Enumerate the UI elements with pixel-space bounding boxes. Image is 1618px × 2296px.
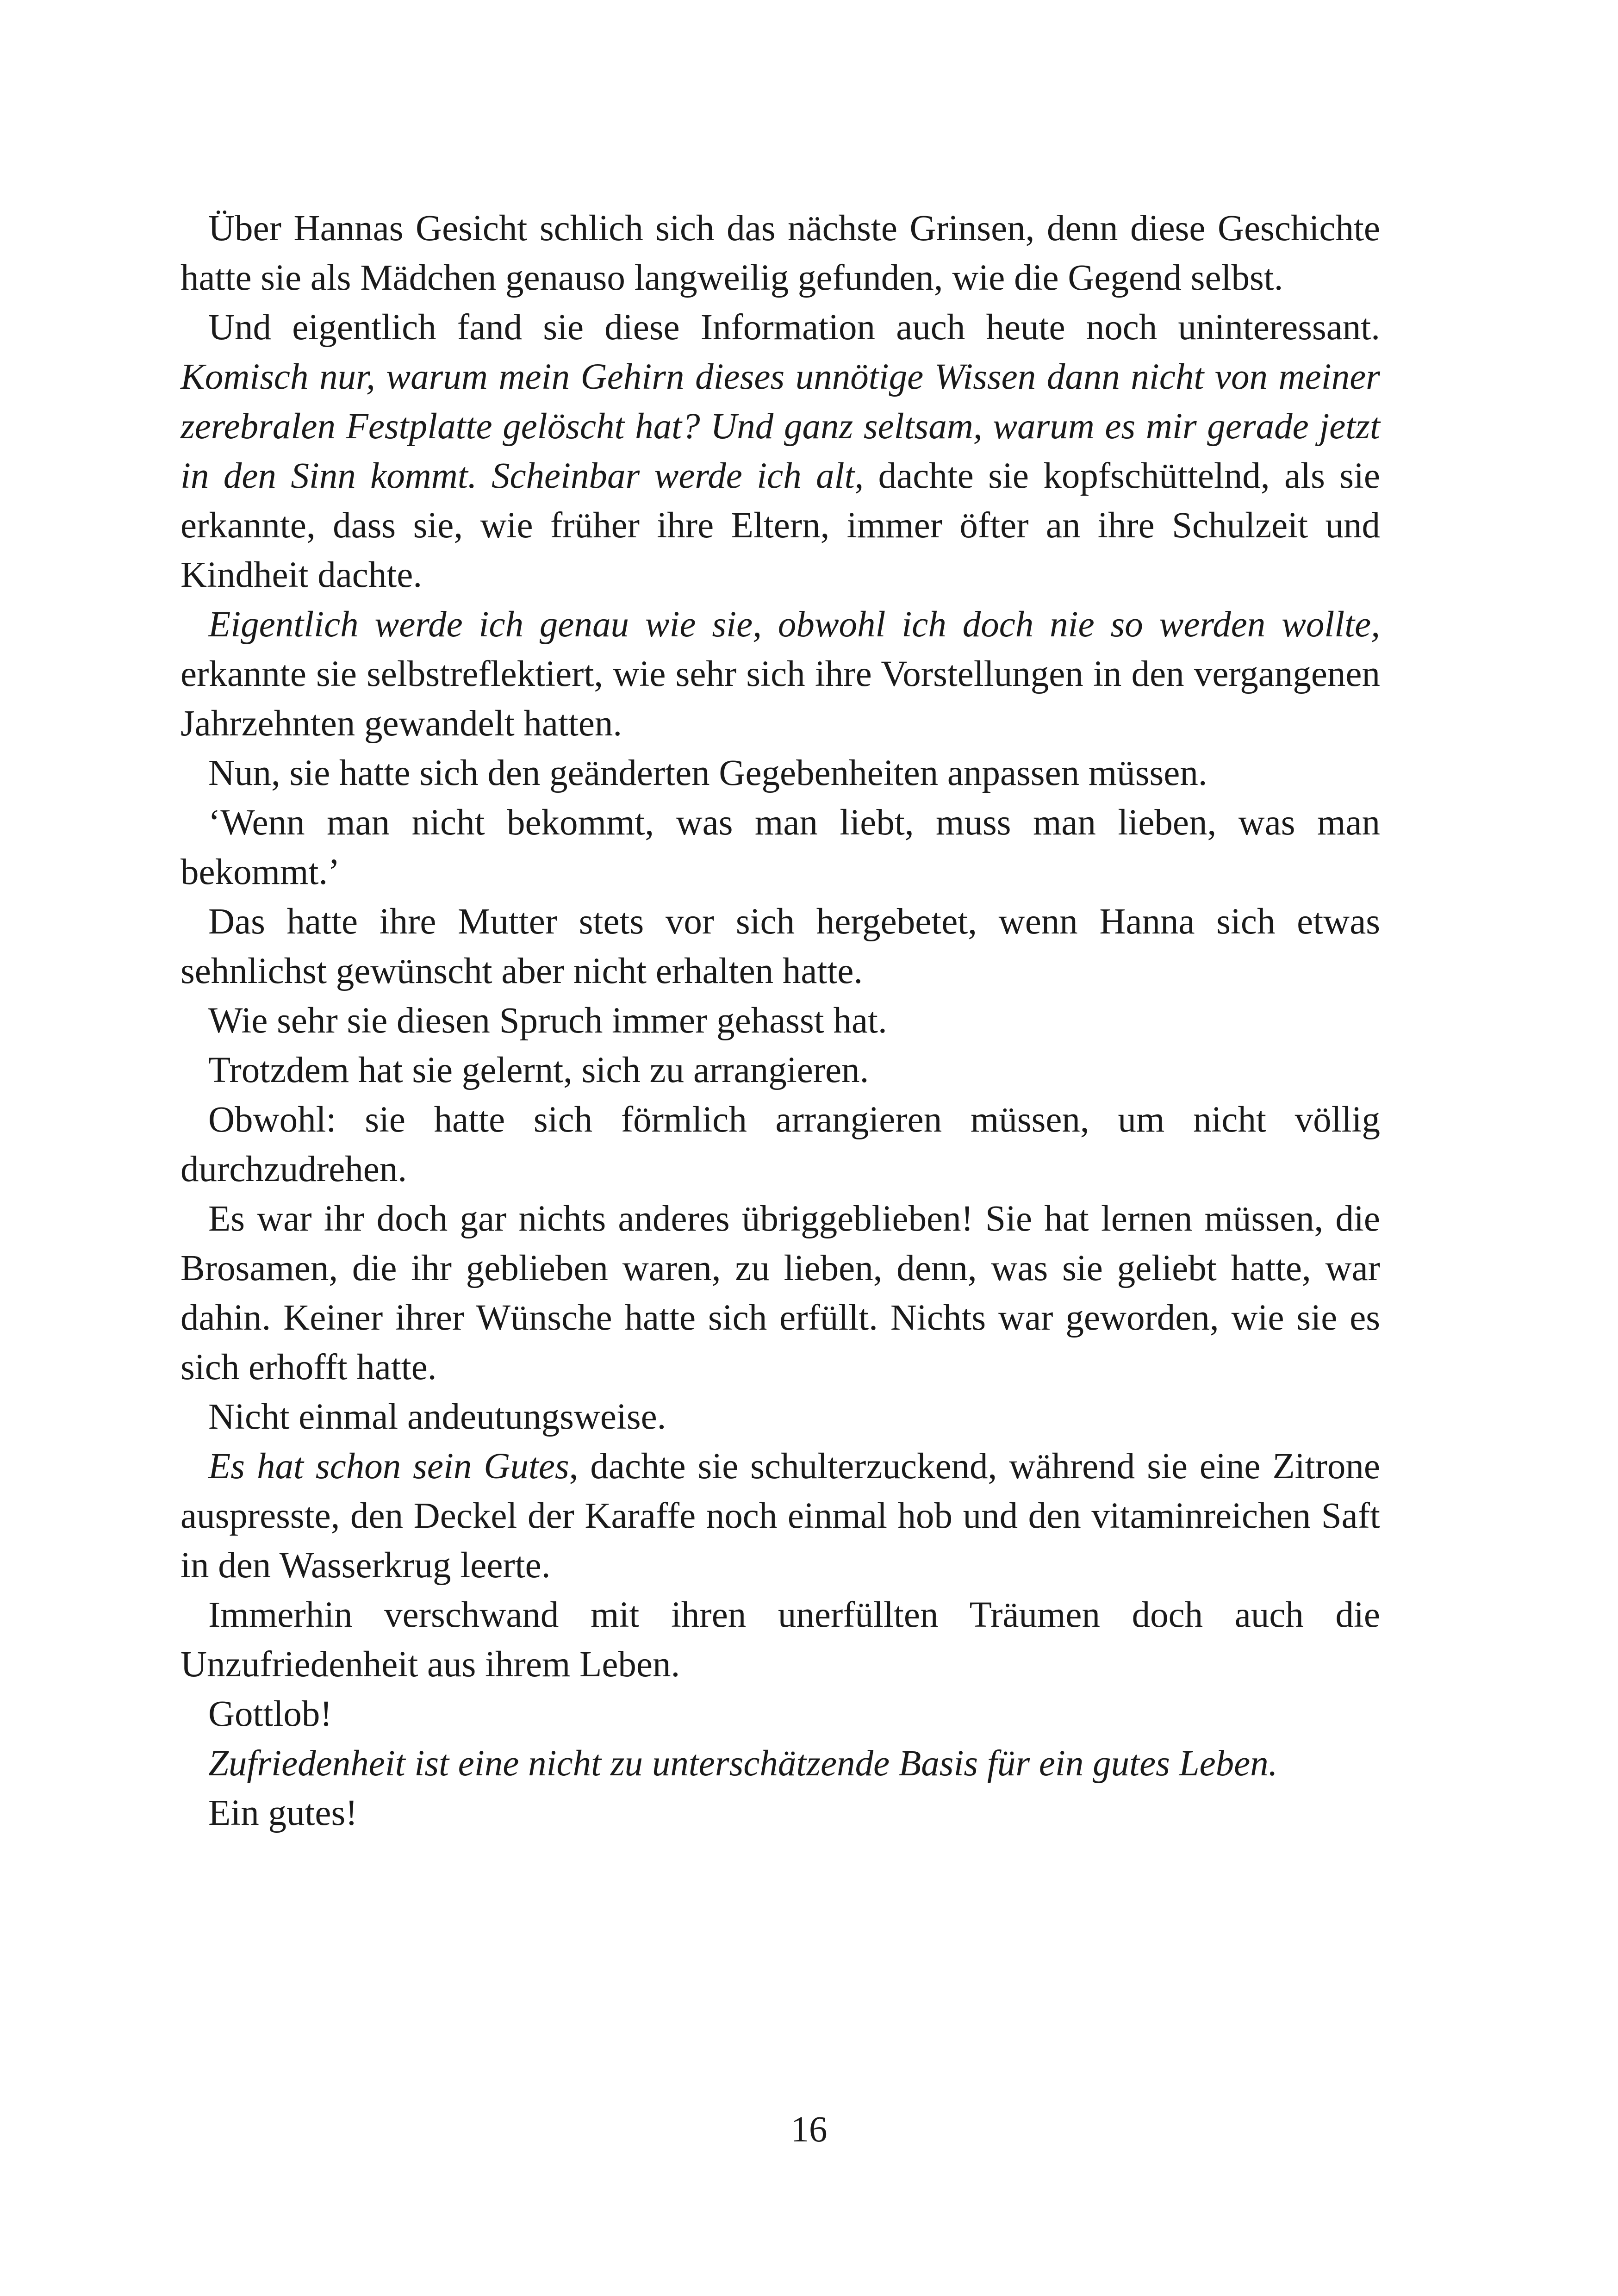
text-segment: Nicht einmal andeutungsweise. <box>208 1397 666 1437</box>
text-segment: Ein gutes! <box>208 1793 358 1833</box>
text-segment: ‘Wenn man nicht bekommt, was man liebt, muss man lieben, was man bekommt.’ <box>180 803 1380 892</box>
italic-text-segment: Es hat schon sein Gutes <box>208 1446 569 1487</box>
italic-text-segment: Zufriedenheit ist eine nicht zu unterschätzende Basis für ein gutes Leben. <box>208 1743 1278 1784</box>
paragraph <box>180 303 1380 600</box>
text-segment: Trotzdem hat sie gelernt, sich zu arrangieren. <box>208 1050 869 1090</box>
paragraph <box>180 1194 1380 1392</box>
paragraph <box>180 996 1380 1045</box>
paragraph <box>180 600 1380 748</box>
paragraph <box>180 1095 1380 1194</box>
text-segment: erkannte sie selbstreflektiert, wie sehr sich ihre Vorstellungen in den vergangenen Jahrzehnten gewandelt hatten. <box>180 654 1380 744</box>
italic-text-segment: Komisch nur, warum mein Gehirn dieses unnötige Wissen dann nicht von meiner zerebralen Festplatte gelöscht hat? Und ganz seltsam, warum es mir gerade jetzt in den Sinn kommt. Scheinbar werde ich alt, <box>180 357 1380 496</box>
text-segment: Wie sehr sie diesen Spruch immer gehasst hat. <box>208 1001 887 1041</box>
paragraph <box>180 1788 1380 1838</box>
paragraph <box>180 1442 1380 1590</box>
paragraph <box>180 798 1380 897</box>
paragraph <box>180 748 1380 798</box>
paragraph <box>180 204 1380 303</box>
paragraph <box>180 1689 1380 1739</box>
page-number: 16 <box>790 2109 828 2150</box>
paragraph <box>180 897 1380 996</box>
text-segment: Immerhin verschwand mit ihren unerfüllten Träumen doch auch die Unzufriedenheit aus ihrem Leben. <box>180 1595 1380 1685</box>
text-segment: Und eigentlich fand sie diese Information auch heute noch uninteressant. <box>208 307 1380 348</box>
text-segment: , dachte sie schulterzuckend, während sie eine Zitrone auspresste, den Deckel der Karaffe noch einmal hob und den vitaminreichen Saft in den Wasserkrug leerte. <box>180 1446 1380 1586</box>
text-segment: Das hatte ihre Mutter stets vor sich hergebetet, wenn Hanna sich etwas sehnlichst gewünscht aber nicht erhalten hatte. <box>180 902 1380 991</box>
paragraph <box>180 1392 1380 1442</box>
paragraph <box>180 1590 1380 1689</box>
text-segment: dachte sie kopfschüttelnd, als sie erkannte, dass sie, wie früher ihre Eltern, immer öfter an ihre Schulzeit und Kindheit dachte. <box>180 456 1380 595</box>
body-text <box>180 204 1380 1838</box>
text-segment: Obwohl: sie hatte sich förmlich arrangieren müssen, um nicht völlig durchzudrehen. <box>180 1100 1380 1189</box>
paragraph <box>180 1739 1380 1788</box>
text-segment: Es war ihr doch gar nichts anderes übriggeblieben! Sie hat lernen müssen, die Brosamen, die ihr geblieben waren, zu lieben, denn, was sie geliebt hatte, war dahin. Keiner ihrer Wünsche hatte sich erfüllt. Nichts war geworden, wie sie es sich erhofft hatte. <box>180 1199 1380 1388</box>
text-segment: Nun, sie hatte sich den geänderten Gegebenheiten anpassen müssen. <box>208 753 1207 793</box>
italic-text-segment: Eigentlich werde ich genau wie sie, obwohl ich doch nie so werden wollte, <box>208 604 1380 645</box>
text-segment: Über Hannas Gesicht schlich sich das nächste Grinsen, denn diese Geschichte hatte sie als Mädchen genauso langweilig gefunden, wie die Gegend selbst. <box>180 208 1380 298</box>
paragraph <box>180 1045 1380 1095</box>
text-segment: Gottlob! <box>208 1694 332 1734</box>
